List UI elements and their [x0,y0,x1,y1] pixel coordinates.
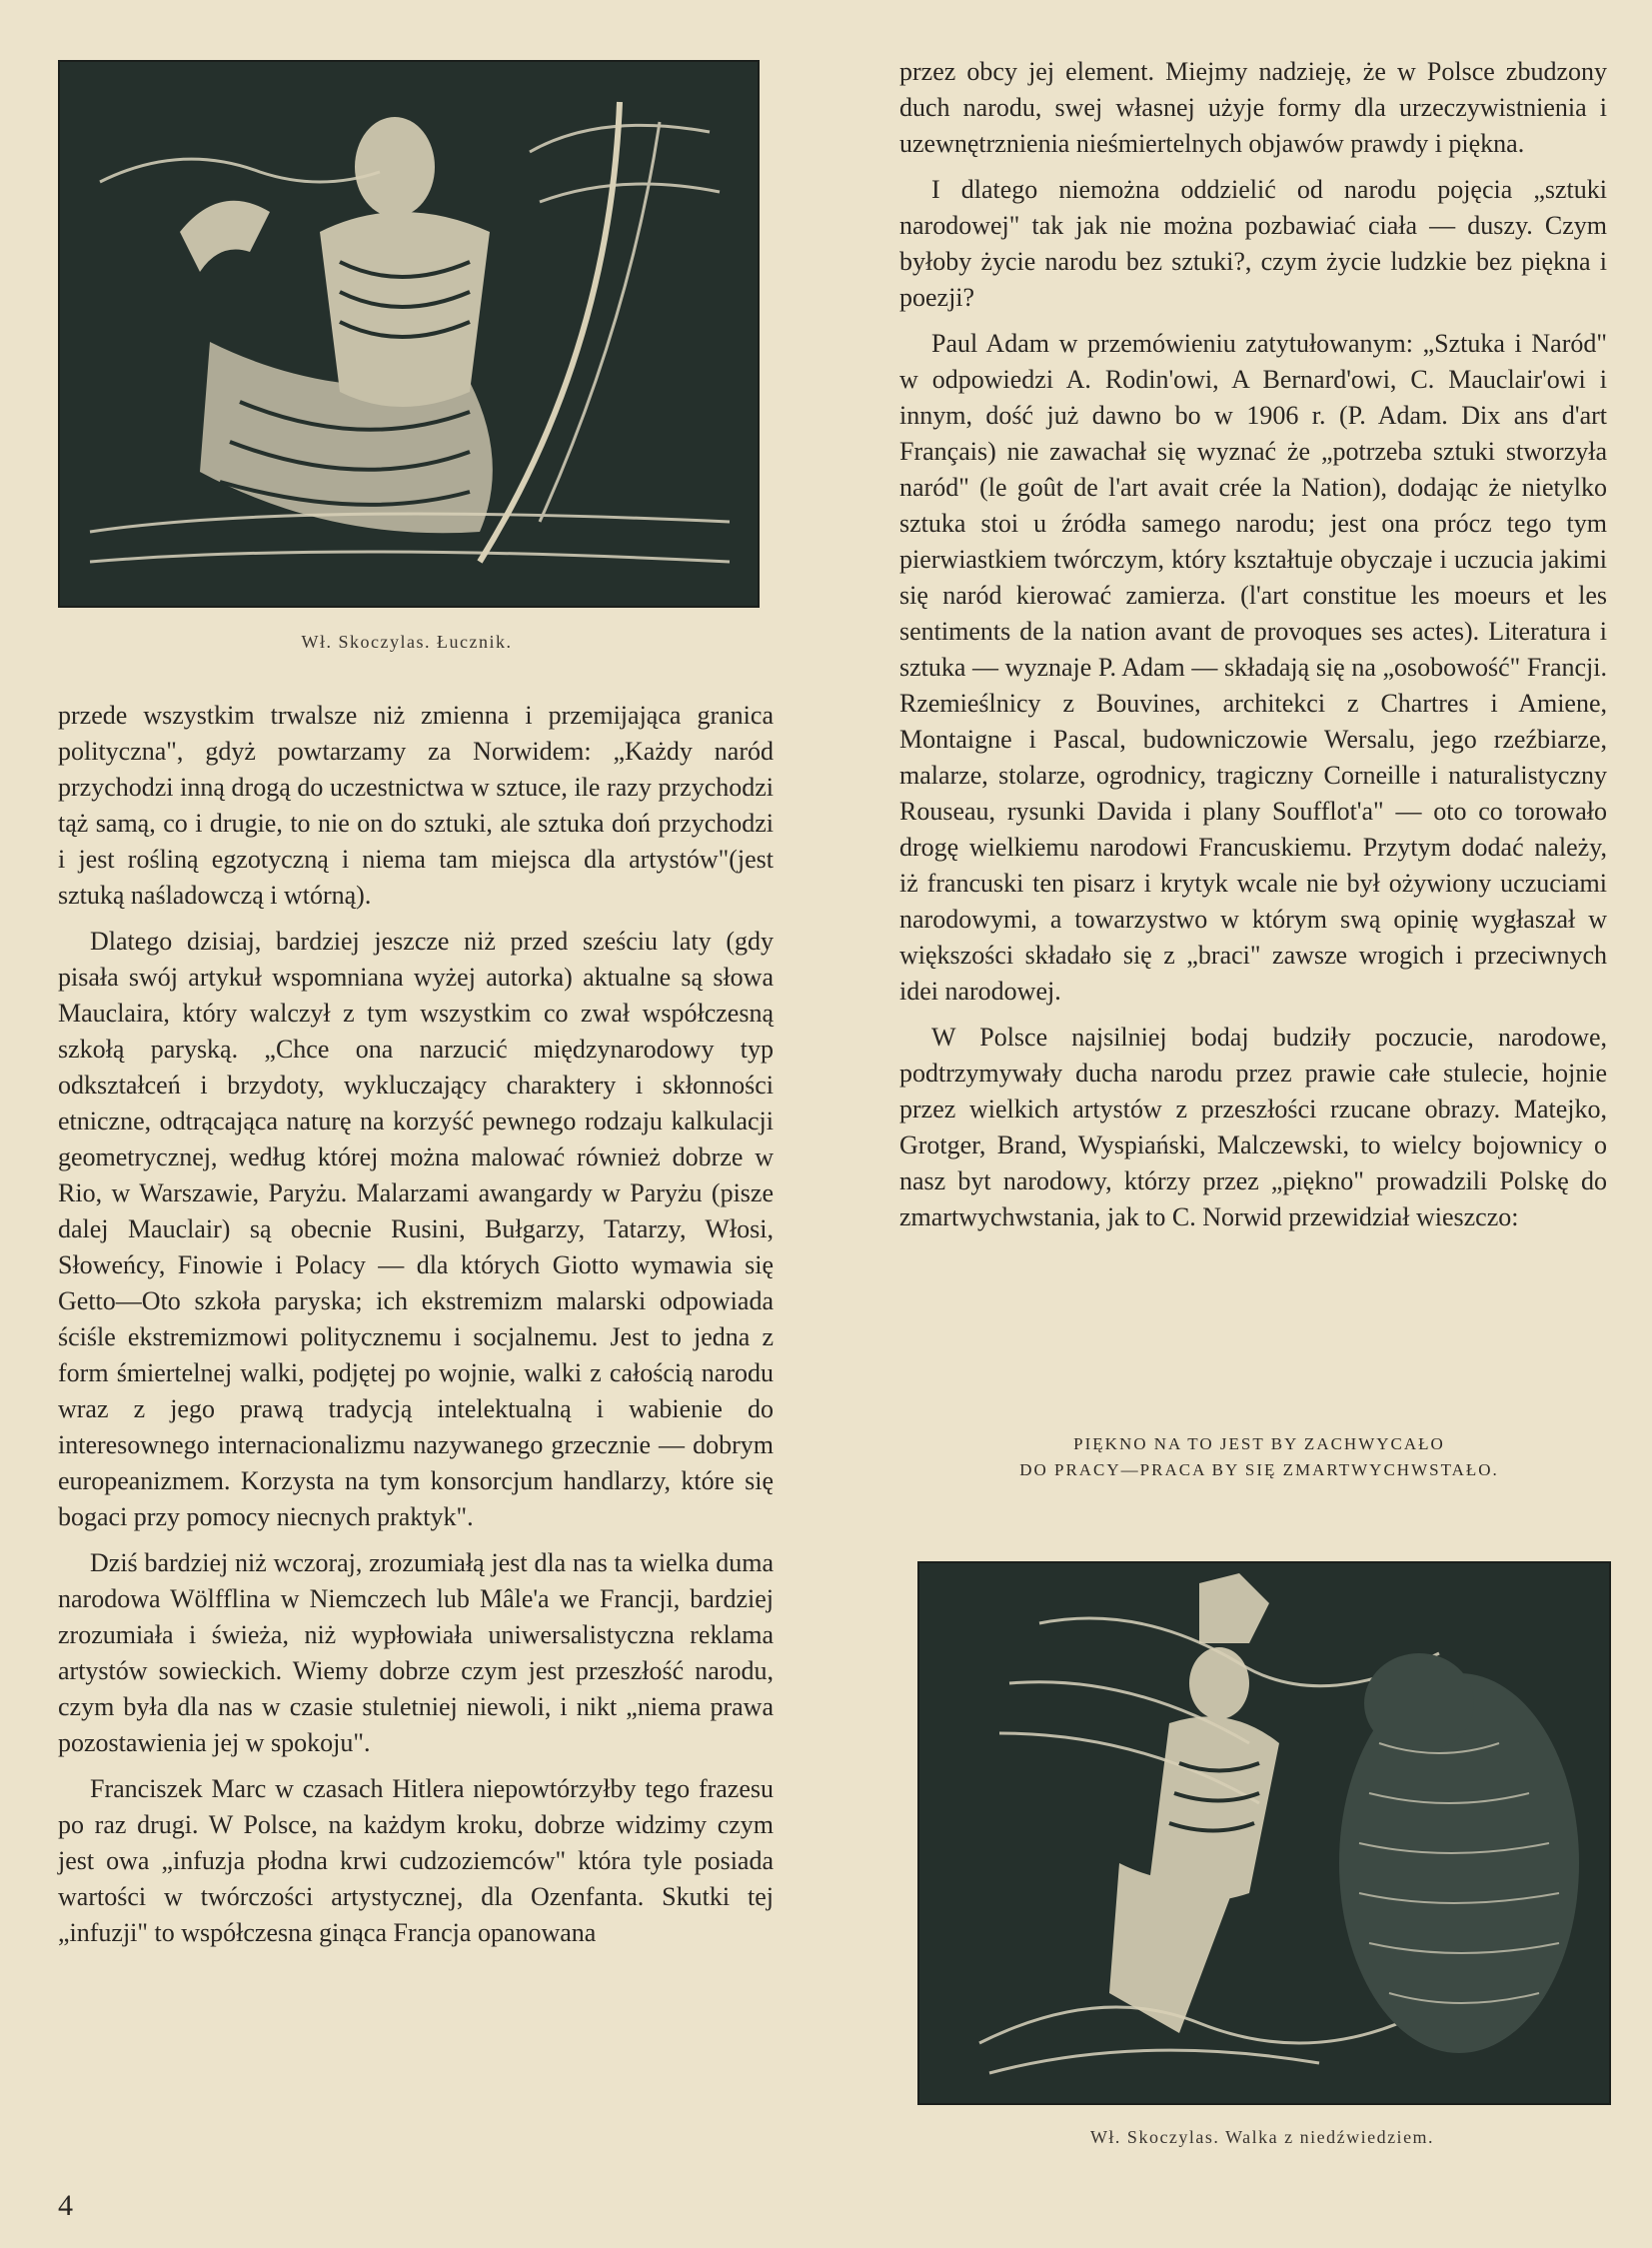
right-paragraph-2: I dlatego niemożna oddzielić od narodu pojęcia „sztuki narodowej" tak jak nie można pozbawiać ciała — duszy. Czym byłoby życie narodu bez sztuki?, czym życie ludzkie bez piękna i poezji? [899,175,1607,312]
woodcut-archer-icon [60,62,758,606]
figure-archer-caption: Wł. Skoczylas. Łucznik. [301,632,513,652]
figure-bear-fight [917,1561,1611,2105]
right-column [899,54,1607,1245]
right-paragraph-3: Paul Adam w przemówieniu zatytułowanym: „Sztuka i Naród" w odpowiedzi A. Rodin'owi, A Bernard'owi, C. Mauclair'owi i innym, dość już dawno bo w 1906 r. (P. Adam. Dix ans d'art Français) nie zawachał się wyznać że „potrzeba sztuki stworzyła naród" (le goût de l'art avait crée la Nation), dodając że nietylko sztuka stoi u źródła samego narodu; jest ona prócz tego tym pierwiastkiem twórczym, który kształtuje obyczaje i uczucia jakimi się naród kierować zamierza. (l'art constitue les moeurs et les sentiments de la nation avant de provoques ses actes). Literatura i sztuka — wyznaje P. Adam — składają się na „osobowość" Francji. Rzemieślnicy z Bouvines, architekci z Chartres i Amiene, Montaigne i Pascal, budowniczowie Wersalu, jego rzeźbiarze, malarze, stolarze, ogrodnicy, tragiczny Corneille i naturalistyczny Rouseau, rysunki Davida i plany Soufflot'a" — oto co torowało drogę wielkiemu narodowi Francuskiemu. Przytym dodać należy, iż francuski ten pisarz i krytyk wcale nie był ożywiony uczuciami narodowymi, a towarzystwo w którym swą opinię wygłaszał w większości składało się z „braci" zawsze wrogich i przeciwnych idei narodowej. [899,329,1607,1006]
left-paragraph-3: Dziś bardziej niż wczoraj, zrozumiałą jest dla nas ta wielka duma narodowa Wölfflina w Niemczech lub Mâle'a we Francji, bardziej zrozumiała i świeża, niż wypłowiała uniwersalistyczna reklama artystów sowieckich. Wiemy dobrze czym jest przeszłość narodu, czym była dla nas w czasie stuletniej niewoli, i nikt „niema prawa pozostawienia jej w spokoju". [58,1548,774,1757]
norwid-verse-line-2: DO PRACY—PRACA BY SIĘ ZMARTWYCHWSTAŁO. [1019,1460,1499,1479]
woodcut-bear-fight-icon [919,1563,1609,2103]
figure-archer [58,60,760,608]
page-number: 4 [58,2189,73,2222]
right-paragraph-4: W Polsce najsilniej bodaj budziły poczucie, narodowe, podtrzymywały ducha narodu przez prawie całe stulecie, hojnie przez wielkich artystów z przeszłości rzucane obrazy. Matejko, Grotger, Brand, Wyspiański, Malczewski, to wielcy bojownicy o nasz byt narodowy, którzy przez „piękno" prowadzili Polskę do zmartwychwstania, jak to C. Norwid przewidział wieszczo: [899,1023,1607,1231]
left-paragraph-4: Franciszek Marc w czasach Hitlera niepowtórzyłby tego frazesu po raz drugi. W Polsce, na każdym kroku, dobrze widzimy czym jest owa „infuzja płodna krwi cudzoziemców" która tyle posiada wartości w twórczości artystycznej, dla Ozenfanta. Skutki tej „infuzji" to współczesna ginąca Francja opanowana [58,1774,774,1947]
right-paragraph-1: przez obcy jej element. Miejmy nadzieję, że w Polsce zbudzony duch narodu, swej własnej użyje formy dla urzeczywistnienia i uzewnętrznienia nieśmiertelnych objawów prawdy i piękna. [899,57,1607,158]
figure-bear-fight-caption: Wł. Skoczylas. Walka z niedźwiedziem. [1089,2127,1435,2147]
left-paragraph-2: Dlatego dzisiaj, bardziej jeszcze niż przed sześciu laty (gdy pisała swój artykuł wspomniana wyżej autorka) aktualne są słowa Mauclaira, który walczył z tym wszystkim co zwał współczesną szkołą paryską. „Chce ona narzucić międzynarodowy typ odkształceń i brzydoty, wykluczający charaktery i skłonności etniczne, odtrącająca naturę na korzyść pewnego rodzaju kalkulacji geometrycznej, według której można malować również dobrze w Rio, w Warszawie, Paryżu. Malarzami awangardy w Paryżu (pisze dalej Mauclair) są obecnie Rusini, Bułgarzy, Tatarzy, Włosi, Słoweńcy, Finowie i Polacy — dla których Giotto wymawia się Getto—Oto szkoła paryska; ich ekstremizm malarski odpowiada ściśle ekstremizmowi politycznemu i socjalnemu. Jest to jedna z form śmiertelnej walki, podjętej po wojnie, walki z całością narodu wraz z jego prawą tradycją intelektualną i wabienie do interesownego internacionalizmu nazywanego grzecznie — dobrym europeanizmem. Korzysta na tym konsorcjum handlarzy, które się bogaci przy pomocy niecnych praktyk". [58,927,774,1531]
norwid-verse-line-1: PIĘKNO NA TO JEST BY ZACHWYCAŁO [1073,1434,1445,1453]
left-paragraph-1: przede wszystkim trwalsze niż zmienna i przemijająca granica polityczna", gdyż powtarzamy za Norwidem: „Każdy naród przychodzi inną drogą do uczestnictwa w sztuce, ile razy przychodzi tąż samą, co i drugie, to nie on do sztuki, ale sztuka doń przychodzi i jest rośliną egzotyczną i niema tam miejsca dla artystów"(jest sztuką naśladowczą i wtórną). [58,701,774,910]
left-column [58,698,774,1961]
